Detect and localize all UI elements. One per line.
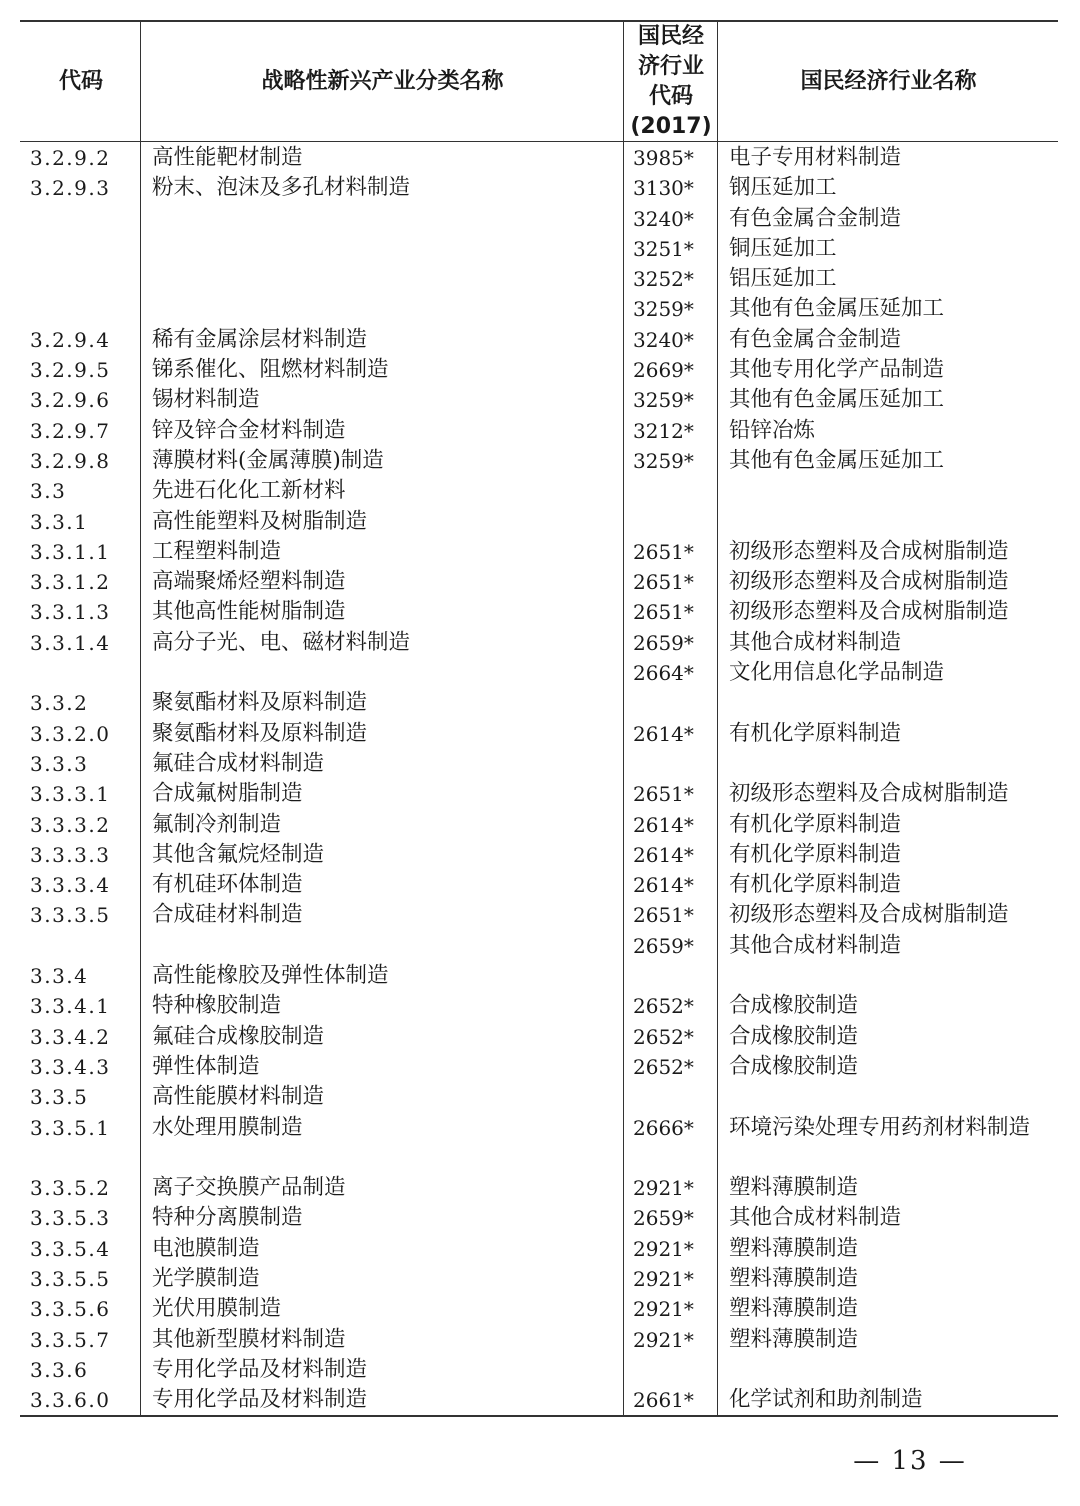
row-category-name: 其他含氟烷烃制造 bbox=[152, 841, 325, 867]
row-category-name: 氟硅合成橡胶制造 bbox=[152, 1023, 325, 1049]
row-category-name: 特种橡胶制造 bbox=[152, 993, 282, 1019]
row-industry-name: 初级形态塑料及合成树脂制造 bbox=[729, 902, 1009, 928]
row-code: 3.3.1.3 bbox=[30, 600, 111, 625]
row-category-name: 合成氟树脂制造 bbox=[152, 781, 303, 807]
row-category-name: 锌及锌合金材料制造 bbox=[152, 417, 346, 443]
table-row bbox=[0, 567, 1080, 597]
row-industry-code: 3212* bbox=[633, 418, 694, 443]
table-row bbox=[0, 537, 1080, 567]
table-row bbox=[0, 1052, 1080, 1082]
row-industry-name: 塑料薄膜制造 bbox=[729, 1235, 859, 1261]
table-row bbox=[0, 597, 1080, 627]
table-header-rule bbox=[20, 141, 1058, 142]
row-industry-name: 初级形态塑料及合成树脂制造 bbox=[729, 538, 1009, 564]
row-code: 3.3.3.3 bbox=[30, 842, 111, 867]
row-industry-name: 其他有色金属压延加工 bbox=[729, 296, 945, 322]
row-code: 3.3.4 bbox=[30, 964, 89, 989]
row-industry-code: 2661* bbox=[633, 1388, 694, 1413]
row-category-name: 光学膜制造 bbox=[152, 1265, 260, 1291]
row-industry-name: 有色金属合金制造 bbox=[729, 205, 902, 231]
row-industry-code: 3259* bbox=[633, 448, 694, 473]
row-category-name: 光伏用膜制造 bbox=[152, 1296, 282, 1322]
row-code: 3.2.9.8 bbox=[30, 448, 111, 473]
row-code: 3.3.3.5 bbox=[30, 903, 111, 928]
table-row bbox=[0, 961, 1080, 991]
row-category-name: 稀有金属涂层材料制造 bbox=[152, 326, 368, 352]
row-category-name: 高端聚烯烃塑料制造 bbox=[152, 569, 346, 595]
row-code: 3.3.3 bbox=[30, 751, 89, 776]
row-industry-code: 2921* bbox=[633, 1327, 694, 1352]
row-industry-code: 2659* bbox=[633, 630, 694, 655]
table-row bbox=[0, 1355, 1080, 1385]
row-code: 3.3.6 bbox=[30, 1357, 89, 1382]
row-code: 3.3.5.2 bbox=[30, 1176, 111, 1201]
row-category-name: 电池膜制造 bbox=[152, 1235, 260, 1261]
row-industry-name: 其他专用化学产品制造 bbox=[729, 357, 945, 383]
row-industry-code: 2651* bbox=[633, 539, 694, 564]
row-category-name: 特种分离膜制造 bbox=[152, 1205, 303, 1231]
table-row bbox=[0, 840, 1080, 870]
row-industry-code: 2652* bbox=[633, 1054, 694, 1079]
table-row bbox=[0, 779, 1080, 809]
row-code: 3.2.9.5 bbox=[30, 358, 111, 383]
table-row bbox=[0, 1325, 1080, 1355]
row-code: 3.2.9.6 bbox=[30, 388, 111, 413]
row-industry-name: 有色金属合金制造 bbox=[729, 326, 902, 352]
row-industry-name: 化学试剂和助剂制造 bbox=[729, 1387, 923, 1413]
row-category-name: 锑系催化、阻燃材料制造 bbox=[152, 357, 389, 383]
row-industry-name: 塑料薄膜制造 bbox=[729, 1326, 859, 1352]
table-row bbox=[0, 1264, 1080, 1294]
row-industry-name: 铅锌冶炼 bbox=[729, 417, 816, 443]
table-row bbox=[0, 931, 1080, 961]
row-category-name: 高性能膜材料制造 bbox=[152, 1084, 325, 1110]
row-code: 3.3.1.2 bbox=[30, 570, 111, 595]
row-code: 3.2.9.2 bbox=[30, 146, 111, 170]
row-industry-name: 文化用信息化学品制造 bbox=[729, 660, 945, 686]
row-category-name: 薄膜材料(金属薄膜)制造 bbox=[152, 447, 384, 473]
row-code: 3.3.4.1 bbox=[30, 994, 111, 1019]
header-category-name: 战略性新兴产业分类名称 bbox=[261, 68, 504, 94]
row-industry-code: 2664* bbox=[633, 661, 694, 686]
row-industry-code: 2614* bbox=[633, 873, 694, 898]
row-industry-name: 初级形态塑料及合成树脂制造 bbox=[729, 599, 1009, 625]
row-industry-name: 铜压延加工 bbox=[729, 235, 837, 261]
row-industry-name: 其他合成材料制造 bbox=[729, 629, 902, 655]
row-industry-code: 3259* bbox=[633, 297, 694, 322]
row-category-name: 专用化学品及材料制造 bbox=[152, 1387, 368, 1413]
row-industry-name: 塑料薄膜制造 bbox=[729, 1296, 859, 1322]
row-code: 3.3.5.7 bbox=[30, 1327, 111, 1352]
row-industry-code: 2614* bbox=[633, 812, 694, 837]
row-code: 3.3.1.4 bbox=[30, 630, 111, 655]
row-industry-name: 初级形态塑料及合成树脂制造 bbox=[729, 569, 1009, 595]
row-category-name: 有机硅环体制造 bbox=[152, 872, 303, 898]
table-row bbox=[0, 1022, 1080, 1052]
table-body bbox=[0, 143, 1080, 1415]
table-row bbox=[0, 143, 1080, 173]
table-row bbox=[0, 1113, 1080, 1174]
table-row bbox=[0, 385, 1080, 415]
row-industry-code: 3252* bbox=[633, 267, 694, 292]
row-category-name: 专用化学品及材料制造 bbox=[152, 1356, 368, 1382]
row-code: 3.3.3.4 bbox=[30, 873, 111, 898]
row-industry-code: 3251* bbox=[633, 236, 694, 261]
table-row bbox=[0, 1234, 1080, 1264]
table-row bbox=[0, 870, 1080, 900]
row-industry-code: 2614* bbox=[633, 842, 694, 867]
row-category-name: 水处理用膜制造 bbox=[152, 1114, 303, 1140]
row-industry-code: 2659* bbox=[633, 933, 694, 958]
page-number: — 13 — bbox=[853, 1446, 967, 1476]
row-industry-name: 电子专用材料制造 bbox=[729, 145, 902, 170]
row-industry-code: 2652* bbox=[633, 994, 694, 1019]
header-industry-code-line: (2017) bbox=[630, 113, 712, 139]
table-row bbox=[0, 688, 1080, 718]
row-code: 3.2.9.7 bbox=[30, 418, 111, 443]
row-category-name: 其他高性能树脂制造 bbox=[152, 599, 346, 625]
table-row bbox=[0, 294, 1080, 324]
table-row bbox=[0, 1294, 1080, 1324]
row-category-name: 高性能靶材制造 bbox=[152, 145, 303, 170]
row-industry-code: 2614* bbox=[633, 721, 694, 746]
row-category-name: 高分子光、电、磁材料制造 bbox=[152, 629, 411, 655]
row-category-name: 其他新型膜材料制造 bbox=[152, 1326, 346, 1352]
table-row bbox=[0, 507, 1080, 537]
table-row bbox=[0, 1082, 1080, 1112]
row-industry-code: 2651* bbox=[633, 600, 694, 625]
row-code: 3.3.2.0 bbox=[30, 721, 111, 746]
row-industry-code: 2651* bbox=[633, 903, 694, 928]
row-industry-name: 合成橡胶制造 bbox=[729, 1023, 859, 1049]
row-industry-code: 2921* bbox=[633, 1297, 694, 1322]
row-industry-code: 2659* bbox=[633, 1206, 694, 1231]
row-code: 3.3.1 bbox=[30, 509, 89, 534]
table-row bbox=[0, 900, 1080, 930]
row-code: 3.3 bbox=[30, 479, 67, 504]
row-industry-name: 合成橡胶制造 bbox=[729, 1053, 859, 1079]
row-category-name: 高性能橡胶及弹性体制造 bbox=[152, 963, 389, 989]
row-code: 3.3.6.0 bbox=[30, 1388, 111, 1413]
table-row bbox=[0, 719, 1080, 749]
row-code: 3.3.3.1 bbox=[30, 782, 111, 807]
row-industry-name: 其他有色金属压延加工 bbox=[729, 447, 945, 473]
row-category-name: 聚氨酯材料及原料制造 bbox=[152, 720, 368, 746]
header-code: 代码 bbox=[58, 68, 103, 94]
header-industry-code-line: 济行业 bbox=[637, 53, 704, 79]
row-industry-name: 环境污染处理专用药剂材料制造 bbox=[729, 1114, 1031, 1140]
row-industry-name: 有机化学原料制造 bbox=[729, 720, 902, 746]
row-industry-name: 塑料薄膜制造 bbox=[729, 1265, 859, 1291]
header-industry-code bbox=[625, 22, 717, 141]
row-category-name: 氟制冷剂制造 bbox=[152, 811, 282, 837]
row-code: 3.3.5.3 bbox=[30, 1206, 111, 1231]
row-category-name: 合成硅材料制造 bbox=[152, 902, 303, 928]
row-category-name: 粉末、泡沫及多孔材料制造 bbox=[152, 175, 411, 201]
table-row bbox=[0, 204, 1080, 234]
table-row bbox=[0, 628, 1080, 658]
row-code: 3.2.9.4 bbox=[30, 327, 111, 352]
table-row bbox=[0, 810, 1080, 840]
row-industry-name: 有机化学原料制造 bbox=[729, 811, 902, 837]
row-industry-code: 2921* bbox=[633, 1266, 694, 1291]
header-industry-code-line: 代码 bbox=[648, 83, 693, 109]
row-industry-code: 3985* bbox=[633, 146, 694, 170]
row-industry-code: 2666* bbox=[633, 1115, 694, 1140]
row-industry-name: 其他合成材料制造 bbox=[729, 932, 902, 958]
row-industry-code: 3240* bbox=[633, 327, 694, 352]
row-code: 3.3.4.2 bbox=[30, 1024, 111, 1049]
row-industry-name: 有机化学原料制造 bbox=[729, 872, 902, 898]
row-category-name: 锡材料制造 bbox=[152, 387, 260, 413]
row-industry-name: 合成橡胶制造 bbox=[729, 993, 859, 1019]
row-industry-code: 2652* bbox=[633, 1024, 694, 1049]
row-code: 3.3.4.3 bbox=[30, 1054, 111, 1079]
table-row bbox=[0, 173, 1080, 203]
row-code: 3.3.5.5 bbox=[30, 1266, 111, 1291]
table-row bbox=[0, 1173, 1080, 1203]
table-row bbox=[0, 1203, 1080, 1233]
row-category-name: 先进石化化工新材料 bbox=[152, 478, 346, 504]
row-code: 3.2.9.3 bbox=[30, 176, 111, 201]
row-code: 3.3.5 bbox=[30, 1085, 89, 1110]
row-industry-code: 2921* bbox=[633, 1176, 694, 1201]
row-code: 3.3.3.2 bbox=[30, 812, 111, 837]
row-code: 3.3.1.1 bbox=[30, 539, 111, 564]
row-industry-name: 初级形态塑料及合成树脂制造 bbox=[729, 781, 1009, 807]
header-industry-code-line: 国民经 bbox=[637, 23, 704, 49]
table-row bbox=[0, 476, 1080, 506]
row-category-name: 聚氨酯材料及原料制造 bbox=[152, 690, 368, 716]
row-category-name: 工程塑料制造 bbox=[152, 538, 282, 564]
table-row bbox=[0, 749, 1080, 779]
row-code: 3.3.2 bbox=[30, 691, 89, 716]
row-industry-name: 其他有色金属压延加工 bbox=[729, 387, 945, 413]
row-category-name: 高性能塑料及树脂制造 bbox=[152, 508, 368, 534]
row-industry-code: 3130* bbox=[633, 176, 694, 201]
table-row bbox=[0, 355, 1080, 385]
table-row bbox=[0, 325, 1080, 355]
row-code: 3.3.5.1 bbox=[30, 1115, 111, 1140]
row-industry-code: 2651* bbox=[633, 782, 694, 807]
table-row bbox=[0, 416, 1080, 446]
row-code: 3.3.5.6 bbox=[30, 1297, 111, 1322]
table-row bbox=[0, 234, 1080, 264]
row-industry-name: 铝压延加工 bbox=[729, 266, 837, 292]
row-industry-name: 钢压延加工 bbox=[729, 175, 837, 201]
row-industry-name: 有机化学原料制造 bbox=[729, 841, 902, 867]
row-industry-code: 2921* bbox=[633, 1236, 694, 1261]
table-row bbox=[0, 264, 1080, 294]
row-category-name: 氟硅合成材料制造 bbox=[152, 750, 325, 776]
row-industry-name: 其他合成材料制造 bbox=[729, 1205, 902, 1231]
table-row bbox=[0, 991, 1080, 1021]
header-industry-name: 国民经济行业名称 bbox=[800, 68, 977, 94]
table-row bbox=[0, 658, 1080, 688]
table-row bbox=[0, 1385, 1080, 1415]
row-category-name: 离子交换膜产品制造 bbox=[152, 1175, 346, 1201]
row-industry-code: 3240* bbox=[633, 206, 694, 231]
row-industry-code: 3259* bbox=[633, 388, 694, 413]
row-industry-code: 2651* bbox=[633, 570, 694, 595]
row-industry-name: 塑料薄膜制造 bbox=[729, 1175, 859, 1201]
table-row bbox=[0, 446, 1080, 476]
row-category-name: 弹性体制造 bbox=[152, 1053, 260, 1079]
row-code: 3.3.5.4 bbox=[30, 1236, 111, 1261]
row-industry-code: 2669* bbox=[633, 358, 694, 383]
